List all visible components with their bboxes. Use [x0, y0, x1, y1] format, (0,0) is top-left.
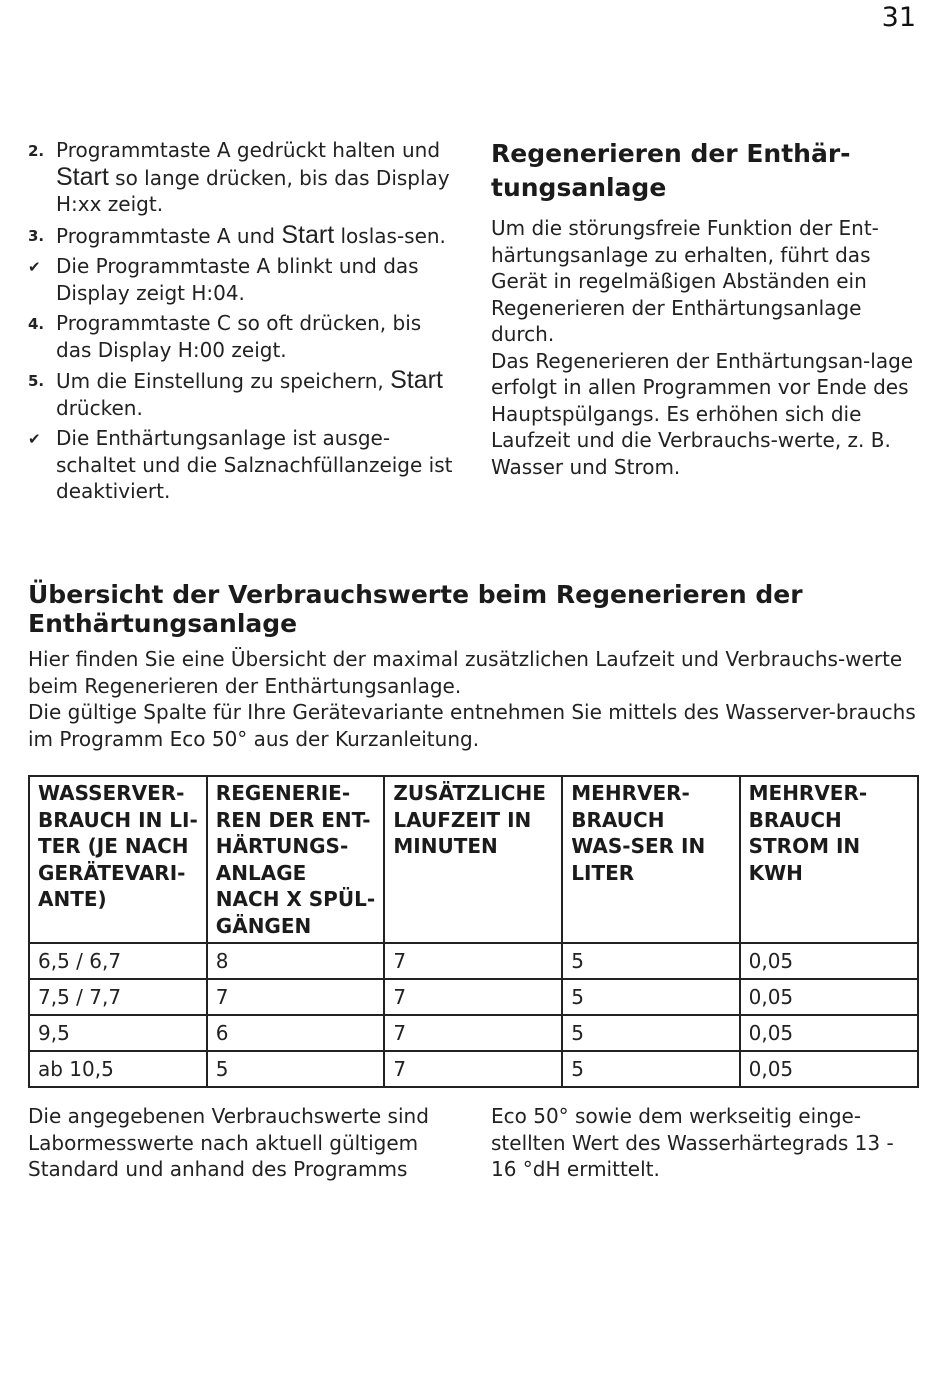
step-text-part: Programmtaste A und — [56, 223, 282, 248]
regenerate-section — [491, 137, 921, 480]
regenerate-paragraph: Um die störungsfreie Funktion der Ent-härtungsanlage zu erhalten, führt das Gerät in regelmäßigen Abständen ein Regenerieren der Enthärtungsanlage durch. — [491, 216, 879, 346]
column-header: MEHRVER-BRAUCH WAS-SER IN LITER — [562, 776, 739, 943]
checkmark-icon: ✔ — [28, 258, 41, 276]
table-cell: 5 — [562, 943, 739, 979]
step-item — [28, 137, 460, 218]
overview-heading: Übersicht der Verbrauchswerte beim Regenerieren der Enthärtungsanlage — [28, 580, 803, 638]
step-text — [56, 367, 460, 421]
table-cell: 0,05 — [740, 1015, 918, 1051]
overview-section — [28, 580, 918, 752]
step-number: 4. — [28, 315, 45, 333]
table-cell: 0,05 — [740, 1051, 918, 1087]
table-cell: 7 — [207, 979, 385, 1015]
overview-paragraph: Die gültige Spalte für Ihre Gerätevariante entnehmen Sie mittels des Wasserver-brauchs im Programm Eco 50° aus der Kurzanleitung. — [28, 700, 916, 751]
step-item — [28, 310, 460, 363]
table-cell: 5 — [562, 979, 739, 1015]
footnote-left: Die angegebenen Verbrauchswerte sind Labormesswerte nach aktuell gültigem Standard und anhand des Programms — [28, 1104, 429, 1181]
table-cell: 7 — [384, 1051, 562, 1087]
table-header-row — [29, 776, 918, 943]
regenerate-heading: Regenerieren der Enthär-tungsanlage — [491, 139, 851, 202]
result-item — [28, 253, 460, 306]
table-cell: 5 — [562, 1015, 739, 1051]
step-item — [28, 367, 460, 421]
step-text-part: Programmtaste A gedrückt halten und — [56, 138, 441, 162]
page-number: 31 — [881, 2, 916, 33]
step-text — [56, 137, 460, 218]
consumption-table — [28, 775, 919, 1088]
start-button-label: Start — [390, 366, 443, 394]
step-text-part: so lange drücken, bis das Display H:xx zeigt. — [56, 165, 450, 216]
footnote-right: Eco 50° sowie dem werkseitig einge-stellten Wert des Wasserhärtegrads 13 - 16 °dH ermittelt. — [491, 1104, 894, 1181]
step-item — [28, 222, 460, 250]
overview-paragraph: Hier finden Sie eine Übersicht der maximal zusätzlichen Laufzeit und Verbrauchs-werte beim Regenerieren der Enthärtungsanlage. — [28, 647, 903, 698]
step-text — [56, 222, 446, 250]
column-header: REGENERIE-REN DER ENT-HÄRTUNGS-ANLAGE NACH X SPÜL-GÄNGEN — [207, 776, 385, 943]
result-item — [28, 425, 460, 505]
table-cell: 0,05 — [740, 979, 918, 1015]
table-row — [29, 943, 918, 979]
step-text-part: Um die Einstellung zu speichern, — [56, 369, 391, 393]
step-number: 5. — [28, 372, 45, 390]
step-text-part: loslas-sen. — [334, 223, 446, 248]
table-cell: 0,05 — [740, 943, 918, 979]
table-row — [29, 979, 918, 1015]
table-cell: 7,5 / 7,7 — [29, 979, 207, 1015]
step-text-part: drücken. — [56, 395, 143, 420]
instruction-steps — [28, 137, 460, 509]
regenerate-paragraph: Das Regenerieren der Enthärtungsan-lage erfolgt in allen Programmen vor Ende des Hauptspülgangs. Es erhöhen sich die Laufzeit und die Verbrauchs-werte, z. B. Wasser und Strom. — [491, 348, 914, 479]
step-number: 3. — [28, 226, 45, 245]
table-cell: ab 10,5 — [29, 1051, 207, 1087]
table-cell: 8 — [207, 943, 385, 979]
table-cell: 7 — [384, 943, 562, 979]
table-row — [29, 1015, 918, 1051]
column-header: WASSERVER-BRAUCH IN LI-TER (JE NACH GERÄTEVARI-ANTE) — [29, 776, 207, 943]
step-text: Programmtaste C so oft drücken, bis das Display H:00 zeigt. — [56, 311, 422, 362]
column-header: MEHRVER-BRAUCH STROM IN KWH — [740, 776, 918, 943]
step-number: 2. — [28, 142, 45, 160]
checkmark-icon: ✔ — [28, 430, 41, 448]
table-cell: 6 — [207, 1015, 385, 1051]
result-text: Die Enthärtungsanlage ist ausge-schaltet und die Salznachfüllanzeige ist deaktiviert. — [56, 426, 453, 503]
start-button-label: Start — [281, 220, 335, 249]
column-header: ZUSÄTZLICHE LAUFZEIT IN MINUTEN — [384, 776, 562, 943]
table-cell: 9,5 — [29, 1015, 207, 1051]
table-cell: 6,5 / 6,7 — [29, 943, 207, 979]
start-button-label: Start — [56, 162, 109, 191]
table-cell: 7 — [384, 979, 562, 1015]
table-cell: 7 — [384, 1015, 562, 1051]
table-cell: 5 — [207, 1051, 385, 1087]
table-row — [29, 1051, 918, 1087]
table-cell: 5 — [562, 1051, 739, 1087]
result-text: Die Programmtaste A blinkt und das Display zeigt H:04. — [56, 254, 419, 305]
